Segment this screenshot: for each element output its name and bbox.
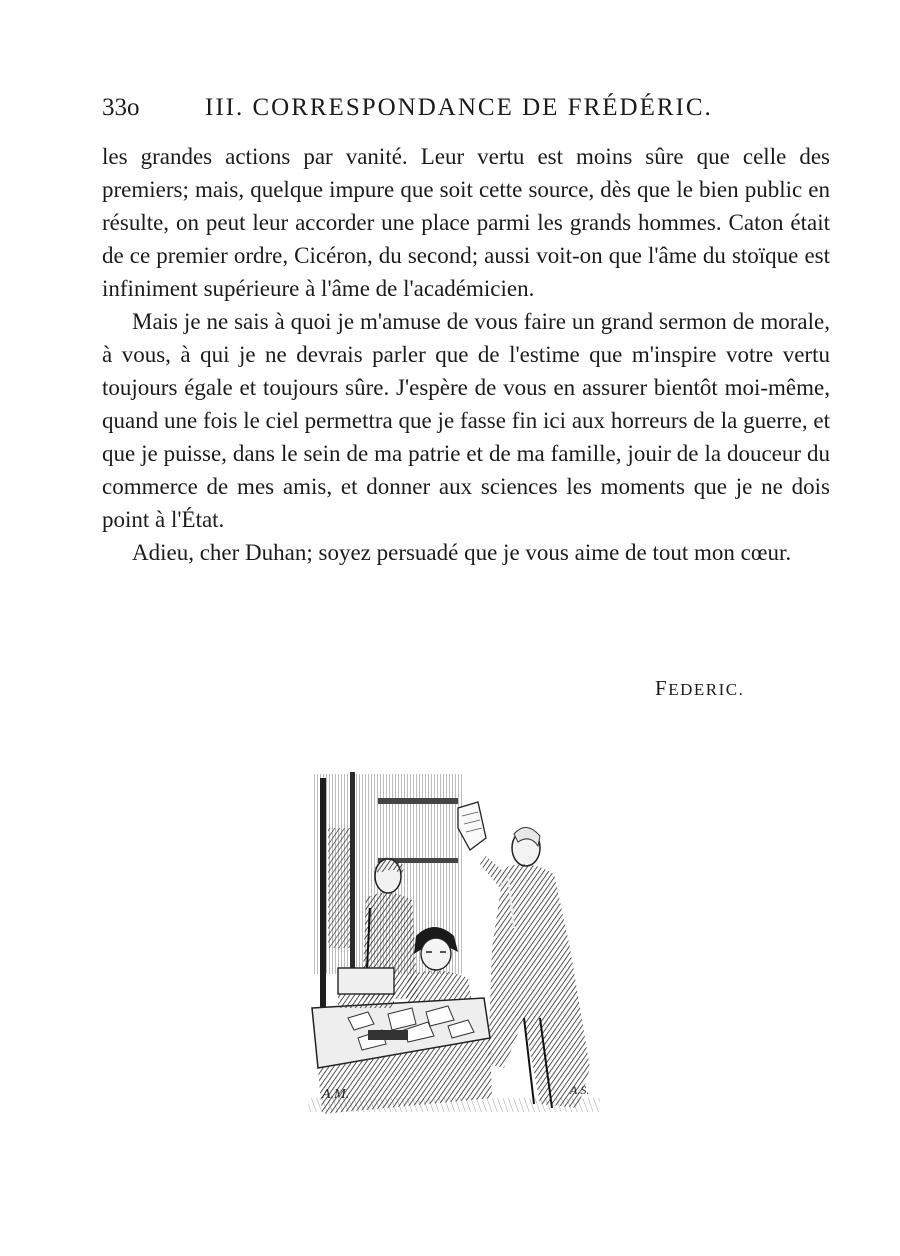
letter-body: [102, 140, 830, 569]
engraving-illustration: [308, 768, 600, 1118]
page-number: 33o: [102, 94, 140, 121]
paragraph-1: les grandes actions par vanité. Leur vertu est moins sûre que celle des premiers; mais, quelque impure que soit cette source, dès que le bien public en résulte, on peut leur accorder une place parmi les grands hommes. Caton était de ce premier ordre, Cicéron, du second; aussi voit-on que l'âme du stoïque est infiniment supérieure à l'âme de l'académicien.: [102, 144, 830, 301]
page-header: [102, 90, 832, 126]
signature-initial: F: [655, 676, 669, 700]
letter-signature: [655, 676, 744, 702]
paragraph-2: Mais je ne sais à quoi je m'amuse de vous faire un grand sermon de morale, à vous, à qui je ne devrais parler que de l'estime que m'inspire votre vertu toujours égale et toujours sûre. J'espère de vous en assurer bientôt moi-même, quand une fois le ciel permettra que je fasse fin ici aux horreurs de la guerre, et que je puisse, dans le sein de ma patrie et de ma famille, jouir de la douceur du commerce de mes amis, et donner aux sciences les moments que je ne dois point à l'État.: [102, 309, 830, 532]
engraver-signature-right: A.S.: [570, 1083, 590, 1097]
engraver-signature-left: A.M.: [322, 1087, 350, 1102]
running-title: III. CORRESPONDANCE DE FRÉDÉRIC.: [205, 94, 713, 121]
floor-shading: [308, 1098, 600, 1112]
paragraph-3: Adieu, cher Duhan; soyez persuadé que je vous aime de tout mon cœur.: [132, 540, 792, 565]
signature-rest: EDERIC.: [668, 680, 745, 699]
